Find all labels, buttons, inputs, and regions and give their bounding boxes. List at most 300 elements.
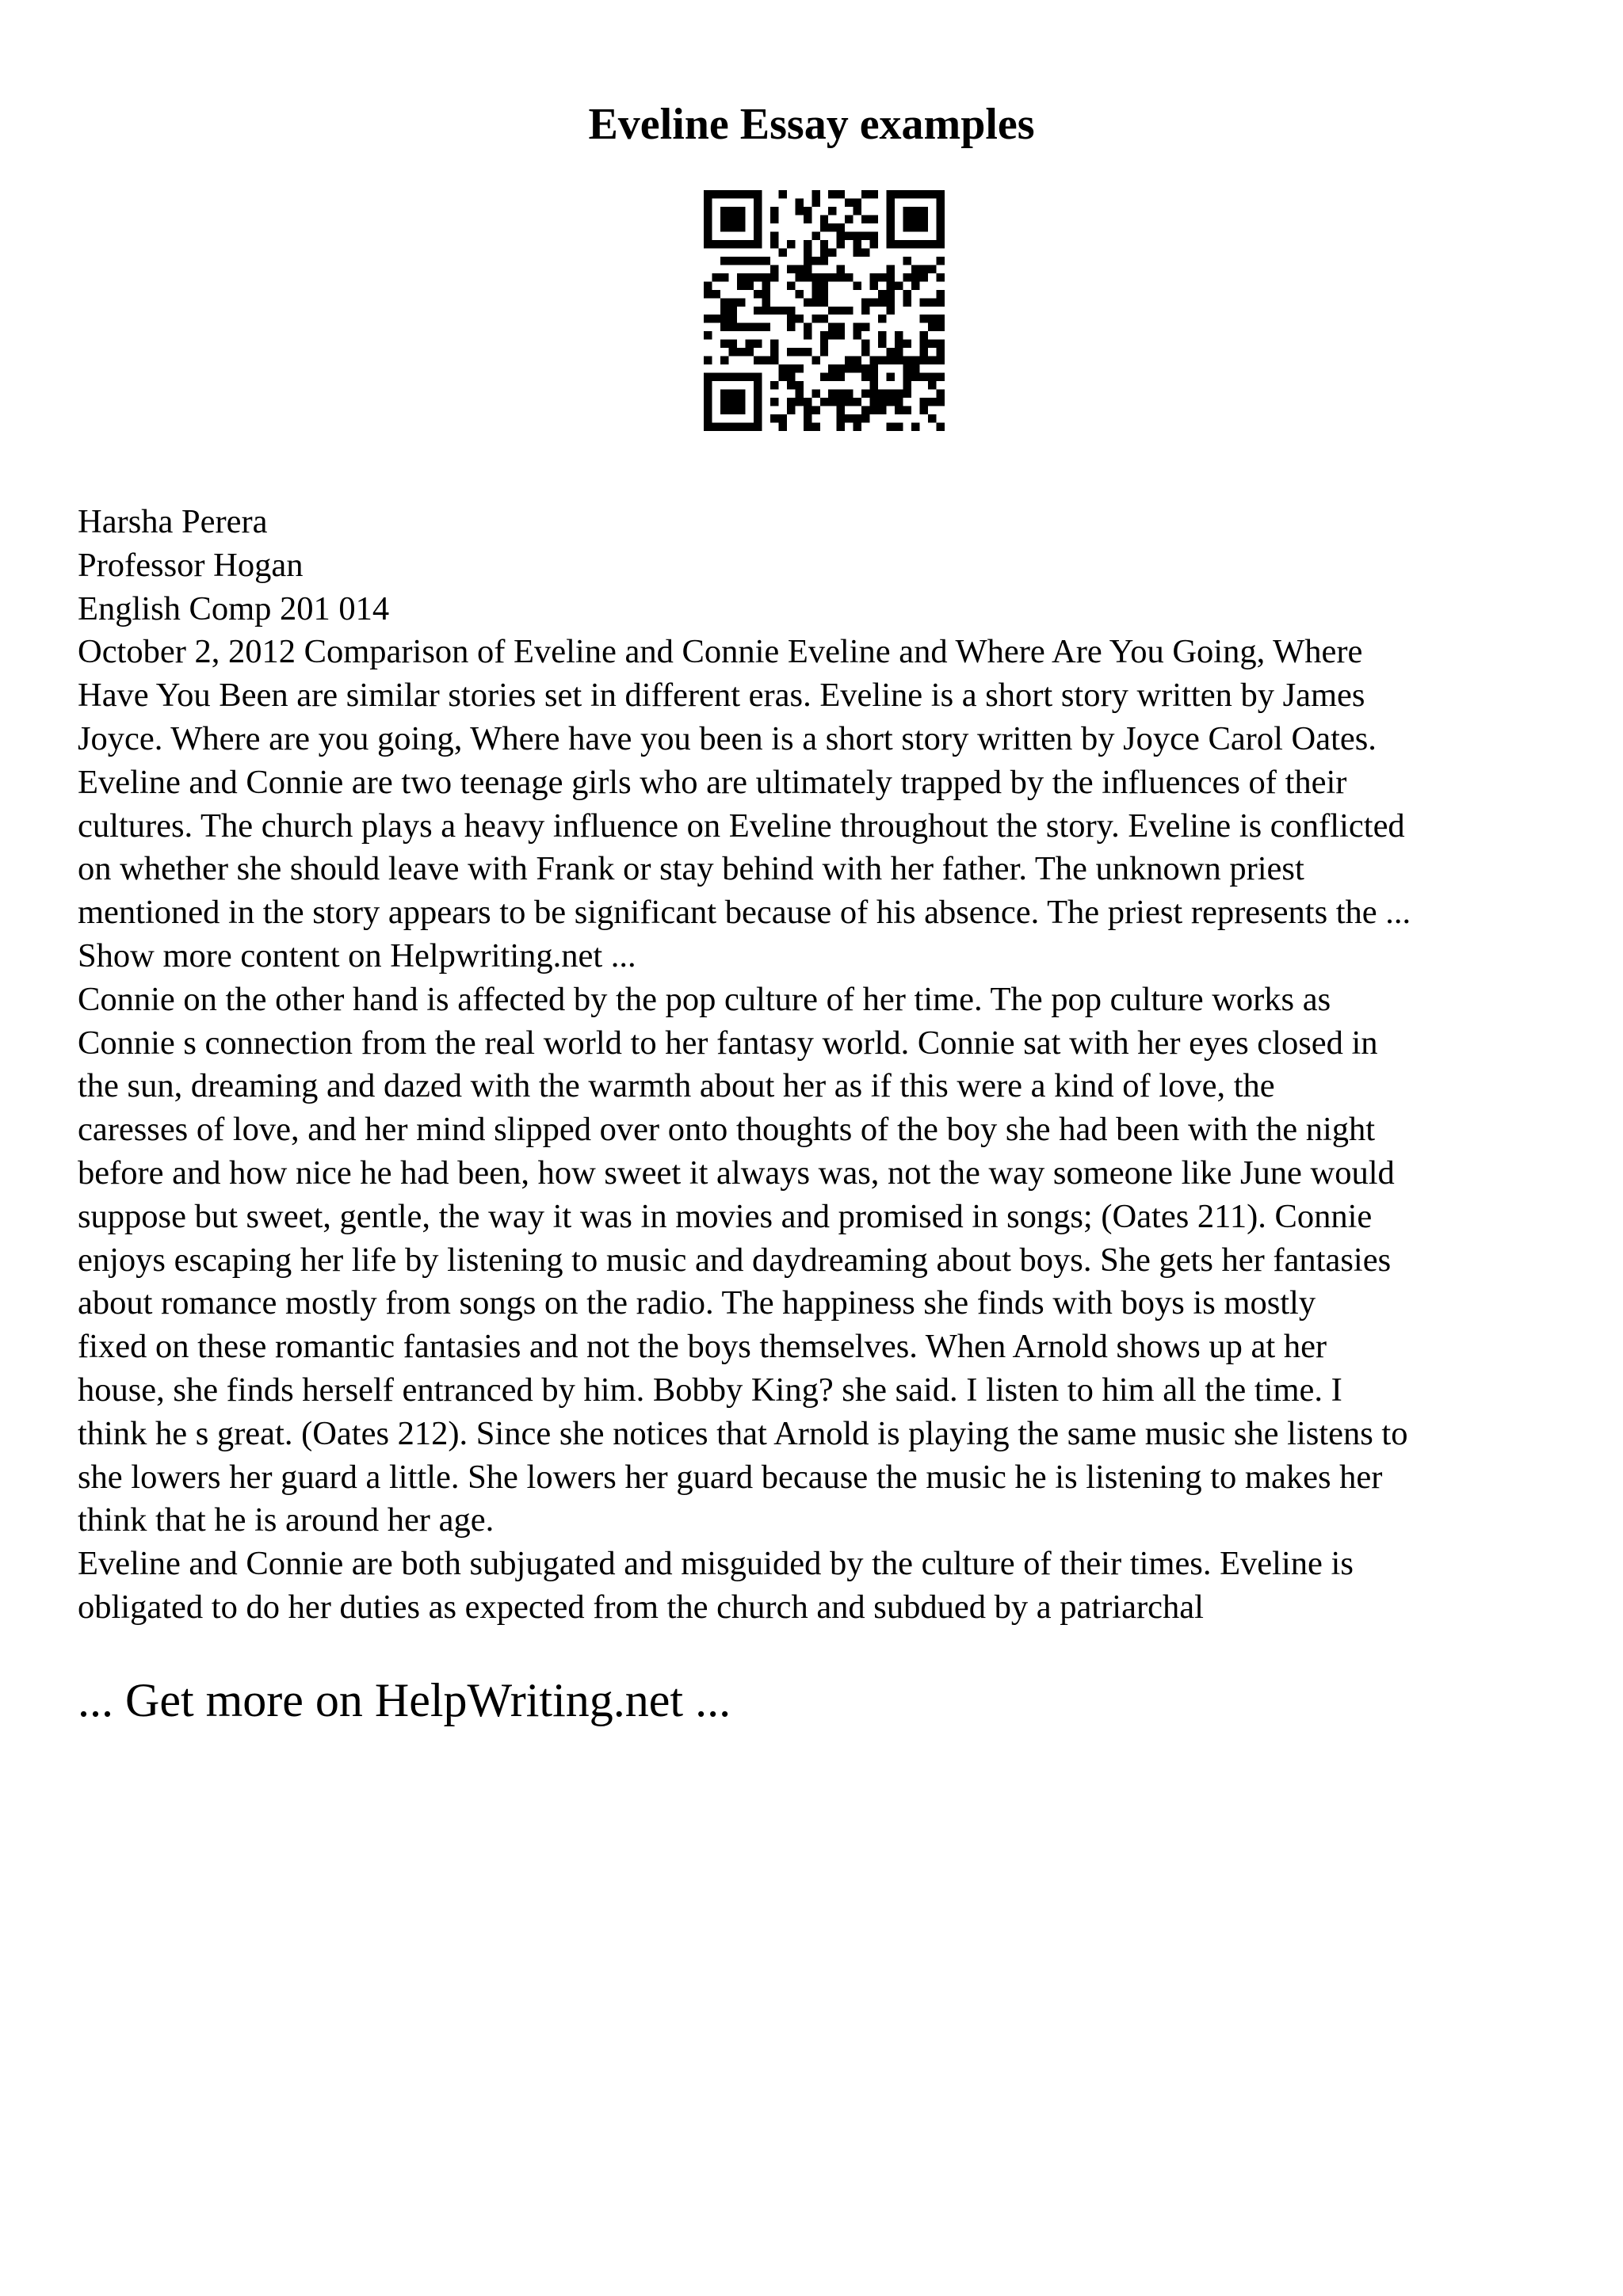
qr-module xyxy=(804,273,812,281)
qr-module xyxy=(728,215,736,223)
qr-module xyxy=(804,331,812,339)
qr-module xyxy=(837,240,845,248)
qr-module xyxy=(737,257,745,265)
qr-module xyxy=(745,240,753,248)
qr-module xyxy=(911,364,919,372)
professor-line: Professor Hogan xyxy=(78,546,304,584)
text-line: suppose but sweet, gentle, the way it was in movies and promised in songs; (Oates 211). Connie xyxy=(78,1197,1373,1235)
qr-module xyxy=(837,190,845,198)
qr-module xyxy=(920,398,928,406)
qr-module xyxy=(778,248,786,256)
qr-module xyxy=(754,231,762,239)
qr-module xyxy=(804,240,812,248)
qr-module xyxy=(828,248,836,256)
get-more-link[interactable]: ... Get more on HelpWriting.net ... xyxy=(78,1674,731,1726)
qr-module xyxy=(854,231,861,239)
qr-module xyxy=(878,398,886,406)
qr-module xyxy=(770,215,778,223)
qr-module xyxy=(762,257,769,265)
qr-module xyxy=(870,406,878,414)
qr-module xyxy=(861,348,869,356)
qr-module xyxy=(937,340,945,348)
qr-module xyxy=(720,406,728,414)
qr-module xyxy=(878,331,886,339)
text-line: house, she finds herself entranced by him. Bobby King? she said. I listen to him all the time. I xyxy=(78,1371,1342,1409)
qr-module xyxy=(937,215,945,223)
qr-module xyxy=(937,231,945,239)
qr-module xyxy=(895,281,903,289)
qr-module xyxy=(837,423,845,431)
qr-module xyxy=(754,290,762,298)
qr-module xyxy=(854,398,861,406)
qr-module xyxy=(887,190,895,198)
qr-module xyxy=(737,406,745,414)
qr-module xyxy=(820,373,828,381)
qr-module xyxy=(820,340,828,348)
qr-module xyxy=(728,315,736,322)
qr-module xyxy=(770,414,778,422)
qr-module xyxy=(854,331,861,339)
qr-module xyxy=(704,390,712,398)
qr-module xyxy=(762,298,769,306)
qr-module xyxy=(937,223,945,231)
qr-module xyxy=(895,348,903,356)
qr-module xyxy=(720,398,728,406)
qr-module xyxy=(937,390,945,398)
qr-module xyxy=(928,265,936,273)
qr-module xyxy=(911,207,919,215)
qr-module xyxy=(778,373,786,381)
qr-module xyxy=(720,423,728,431)
qr-module xyxy=(737,323,745,331)
qr-module xyxy=(911,190,919,198)
qr-module xyxy=(928,398,936,406)
qr-module xyxy=(737,390,745,398)
qr-module xyxy=(911,265,919,273)
qr-module xyxy=(845,364,853,372)
qr-module xyxy=(804,265,812,273)
qr-module xyxy=(903,373,911,381)
qr-module xyxy=(728,406,736,414)
qr-module xyxy=(903,215,911,223)
qr-module xyxy=(911,273,919,281)
qr-module xyxy=(720,323,728,331)
qr-module xyxy=(870,373,878,381)
qr-module xyxy=(861,414,869,422)
qr-module xyxy=(754,223,762,231)
show-more-line: Show more content on Helpwriting.net ... xyxy=(78,936,636,974)
qr-module xyxy=(928,323,936,331)
qr-module xyxy=(854,207,861,215)
qr-module xyxy=(720,357,728,364)
qr-module xyxy=(895,340,903,348)
qr-module xyxy=(812,423,819,431)
qr-module xyxy=(937,357,945,364)
qr-module xyxy=(854,423,861,431)
qr-module xyxy=(820,290,828,298)
qr-module xyxy=(895,406,903,414)
qr-module xyxy=(728,398,736,406)
qr-module xyxy=(895,357,903,364)
qr-module xyxy=(728,323,736,331)
qr-module xyxy=(854,240,861,248)
qr-module xyxy=(895,240,903,248)
qr-module xyxy=(854,364,861,372)
qr-module xyxy=(920,357,928,364)
qr-module xyxy=(712,190,720,198)
qr-module xyxy=(720,257,728,265)
qr-module xyxy=(795,390,803,398)
qr-module xyxy=(795,207,803,215)
qr-module xyxy=(787,398,795,406)
qr-module xyxy=(820,298,828,306)
qr-module xyxy=(804,323,812,331)
qr-module xyxy=(937,198,945,206)
qr-module xyxy=(754,323,762,331)
qr-module xyxy=(937,257,945,265)
qr-module xyxy=(704,223,712,231)
qr-module xyxy=(820,398,828,406)
qr-module xyxy=(812,231,819,239)
qr-module xyxy=(762,307,769,315)
qr-module xyxy=(804,414,812,422)
qr-module xyxy=(754,423,762,431)
qr-module xyxy=(887,223,895,231)
qr-module xyxy=(928,315,936,322)
qr-module xyxy=(870,398,878,406)
qr-module xyxy=(745,190,753,198)
text-line: mentioned in the story appears to be significant because of his absence. The priest represents the ... xyxy=(78,894,1411,932)
qr-module xyxy=(837,307,845,315)
qr-module xyxy=(737,207,745,215)
qr-module xyxy=(845,231,853,239)
qr-module xyxy=(837,331,845,339)
qr-module xyxy=(820,248,828,256)
qr-module xyxy=(754,406,762,414)
qr-module xyxy=(911,223,919,231)
qr-module xyxy=(795,265,803,273)
qr-module xyxy=(887,265,895,273)
text-line: before and how nice he had been, how sweet it always was, not the way someone like June would xyxy=(78,1154,1395,1192)
qr-module xyxy=(704,315,712,322)
qr-module xyxy=(903,240,911,248)
qr-module xyxy=(911,423,919,431)
qr-module xyxy=(895,390,903,398)
qr-module xyxy=(887,398,895,406)
qr-module xyxy=(928,381,936,389)
qr-module xyxy=(787,364,795,372)
qr-module xyxy=(887,373,895,381)
qr-module xyxy=(861,323,869,331)
text-line: Eveline and Connie are two teenage girls who are ultimately trapped by the influences of their xyxy=(78,763,1347,801)
text-line: on whether she should leave with Frank or stay behind with her father. The unknown priest xyxy=(78,850,1304,888)
qr-module xyxy=(795,364,803,372)
text-line: Eveline and Connie are both subjugated and misguided by the culture of their times. Eveline is xyxy=(78,1545,1354,1583)
qr-module xyxy=(795,381,803,389)
text-line: about romance mostly from songs on the radio. The happiness she finds with boys is mostly xyxy=(78,1284,1316,1322)
text-line: cultures. The church plays a heavy influence on Eveline throughout the story. Eveline is conflicted xyxy=(78,807,1405,845)
text-line: think he s great. (Oates 212). Since she notices that Arnold is playing the same music she listens to xyxy=(78,1414,1408,1452)
text-line: Connie s connection from the real world to her fantasy world. Connie sat with her eyes closed in xyxy=(78,1024,1378,1062)
qr-module xyxy=(903,223,911,231)
qr-module xyxy=(737,298,745,306)
qr-module xyxy=(787,307,795,315)
qr-module xyxy=(728,390,736,398)
qr-module xyxy=(704,406,712,414)
document-title: Eveline Essay examples xyxy=(588,100,1035,149)
qr-module xyxy=(812,315,819,322)
qr-module xyxy=(737,223,745,231)
qr-module xyxy=(878,406,886,414)
qr-module xyxy=(712,240,720,248)
qr-module xyxy=(770,207,778,215)
qr-module xyxy=(787,373,795,381)
qr-module xyxy=(704,331,712,339)
qr-module xyxy=(878,357,886,364)
qr-module xyxy=(754,257,762,265)
qr-module xyxy=(828,273,836,281)
qr-module xyxy=(720,340,728,348)
qr-module xyxy=(804,207,812,215)
qr-module xyxy=(712,273,720,281)
qr-module xyxy=(762,323,769,331)
qr-module xyxy=(770,273,778,281)
qr-module xyxy=(720,298,728,306)
qr-module xyxy=(804,248,812,256)
qr-module xyxy=(928,298,936,306)
qr-module xyxy=(812,190,819,198)
qr-module xyxy=(787,406,795,414)
qr-module xyxy=(728,207,736,215)
qr-module xyxy=(804,406,812,414)
qr-module xyxy=(754,198,762,206)
qr-module xyxy=(812,273,819,281)
qr-module xyxy=(861,298,869,306)
qr-module xyxy=(861,190,869,198)
text-line: think that he is around her age. xyxy=(78,1501,495,1539)
qr-module xyxy=(720,207,728,215)
qr-module xyxy=(804,348,812,356)
author-line: Harsha Perera xyxy=(78,503,268,540)
qr-module xyxy=(720,390,728,398)
qr-module xyxy=(937,240,945,248)
qr-module xyxy=(712,290,720,298)
qr-module xyxy=(704,215,712,223)
qr-module xyxy=(837,364,845,372)
qr-module xyxy=(870,357,878,364)
qr-module xyxy=(704,281,712,289)
qr-module xyxy=(870,215,878,223)
qr-module xyxy=(837,406,845,414)
qr-module xyxy=(920,331,928,339)
qr-module xyxy=(754,340,762,348)
qr-module xyxy=(745,257,753,265)
qr-module xyxy=(895,190,903,198)
qr-module xyxy=(704,240,712,248)
qr-module xyxy=(837,273,845,281)
qr-module xyxy=(903,190,911,198)
qr-module xyxy=(887,273,895,281)
qr-module xyxy=(937,298,945,306)
qr-module xyxy=(787,240,795,248)
qr-module xyxy=(728,423,736,431)
qr-module xyxy=(820,223,828,231)
qr-module xyxy=(720,315,728,322)
qr-module xyxy=(870,231,878,239)
qr-module xyxy=(903,381,911,389)
qr-module xyxy=(903,357,911,364)
qr-module xyxy=(770,398,778,406)
qr-module xyxy=(903,364,911,372)
qr-module xyxy=(812,257,819,265)
qr-module xyxy=(787,323,795,331)
qr-module xyxy=(845,357,853,364)
qr-module xyxy=(937,423,945,431)
qr-module xyxy=(804,423,812,431)
qr-module xyxy=(720,215,728,223)
qr-module xyxy=(712,315,720,322)
qr-module xyxy=(787,381,795,389)
qr-module xyxy=(762,273,769,281)
text-line: the sun, dreaming and dazed with the warmth about her as if this were a kind of love, the xyxy=(78,1067,1275,1105)
qr-module xyxy=(820,240,828,248)
qr-module xyxy=(911,281,919,289)
qr-module xyxy=(854,281,861,289)
qr-module xyxy=(728,348,736,356)
qr-module xyxy=(903,290,911,298)
qr-module xyxy=(745,340,753,348)
qr-module xyxy=(787,348,795,356)
qr-module xyxy=(795,315,803,322)
qr-module xyxy=(795,273,803,281)
qr-module xyxy=(704,381,712,389)
qr-module xyxy=(828,364,836,372)
qr-module xyxy=(837,265,845,273)
qr-module xyxy=(870,240,878,248)
qr-module xyxy=(828,190,836,198)
qr-module xyxy=(704,398,712,406)
qr-module xyxy=(828,323,836,331)
qr-module xyxy=(804,215,812,223)
qr-module xyxy=(795,398,803,406)
text-line: Have You Been are similar stories set in different eras. Eveline is a short story written by James xyxy=(78,677,1365,715)
qr-module xyxy=(870,281,878,289)
qr-module xyxy=(795,290,803,298)
qr-module xyxy=(728,373,736,381)
qr-module xyxy=(720,373,728,381)
qr-module xyxy=(737,190,745,198)
qr-module xyxy=(903,257,911,265)
qr-module xyxy=(745,323,753,331)
qr-module xyxy=(812,298,819,306)
qr-module xyxy=(754,381,762,389)
qr-module xyxy=(795,348,803,356)
qr-module xyxy=(828,390,836,398)
qr-module xyxy=(937,315,945,322)
qr-module xyxy=(870,390,878,398)
qr-module xyxy=(754,207,762,215)
qr-module xyxy=(754,240,762,248)
qr-module xyxy=(820,331,828,339)
qr-module xyxy=(937,290,945,298)
qr-module xyxy=(845,414,853,422)
qr-module xyxy=(920,298,928,306)
qr-module xyxy=(920,315,928,322)
qr-module xyxy=(887,423,895,431)
qr-module xyxy=(937,373,945,381)
qr-module xyxy=(728,257,736,265)
qr-module xyxy=(911,373,919,381)
qr-module xyxy=(887,357,895,364)
qr-code-icon xyxy=(704,190,945,431)
qr-module xyxy=(770,381,778,389)
qr-module xyxy=(762,357,769,364)
qr-module xyxy=(778,423,786,431)
qr-module xyxy=(920,273,928,281)
qr-module xyxy=(745,423,753,431)
qr-module xyxy=(812,281,819,289)
qr-module xyxy=(937,348,945,356)
qr-module xyxy=(720,240,728,248)
qr-module xyxy=(812,406,819,414)
qr-module xyxy=(728,340,736,348)
qr-module xyxy=(778,364,786,372)
qr-module xyxy=(828,398,836,406)
qr-module xyxy=(878,298,886,306)
qr-module xyxy=(770,340,778,348)
qr-module xyxy=(928,357,936,364)
qr-module xyxy=(820,257,828,265)
qr-module xyxy=(878,273,886,281)
qr-module xyxy=(812,357,819,364)
qr-module xyxy=(820,273,828,281)
course-line: English Comp 201 014 xyxy=(78,589,390,627)
qr-module xyxy=(754,398,762,406)
qr-module xyxy=(754,307,762,315)
qr-module xyxy=(728,307,736,315)
qr-module xyxy=(754,190,762,198)
qr-module xyxy=(861,390,869,398)
qr-module xyxy=(828,373,836,381)
qr-module xyxy=(770,265,778,273)
qr-module xyxy=(737,373,745,381)
qr-module xyxy=(778,414,786,422)
qr-module xyxy=(754,414,762,422)
qr-module xyxy=(861,248,869,256)
qr-module xyxy=(762,281,769,289)
qr-module xyxy=(878,340,886,348)
qr-module xyxy=(895,331,903,339)
qr-module xyxy=(704,373,712,381)
qr-module xyxy=(737,398,745,406)
qr-module xyxy=(870,364,878,372)
qr-module xyxy=(704,423,712,431)
qr-module xyxy=(920,406,928,414)
qr-module xyxy=(720,223,728,231)
text-line: fixed on these romantic fantasies and not the boys themselves. When Arnold shows up at her xyxy=(78,1328,1327,1366)
qr-module xyxy=(920,240,928,248)
qr-module xyxy=(854,198,861,206)
qr-module xyxy=(887,390,895,398)
qr-module xyxy=(820,348,828,356)
text-line: caresses of love, and her mind slipped over onto thoughts of the boy she had been with the night xyxy=(78,1111,1376,1149)
qr-module xyxy=(878,315,886,322)
qr-module xyxy=(704,190,712,198)
qr-module xyxy=(887,215,895,223)
qr-module xyxy=(861,406,869,414)
qr-module xyxy=(861,231,869,239)
qr-module xyxy=(920,223,928,231)
